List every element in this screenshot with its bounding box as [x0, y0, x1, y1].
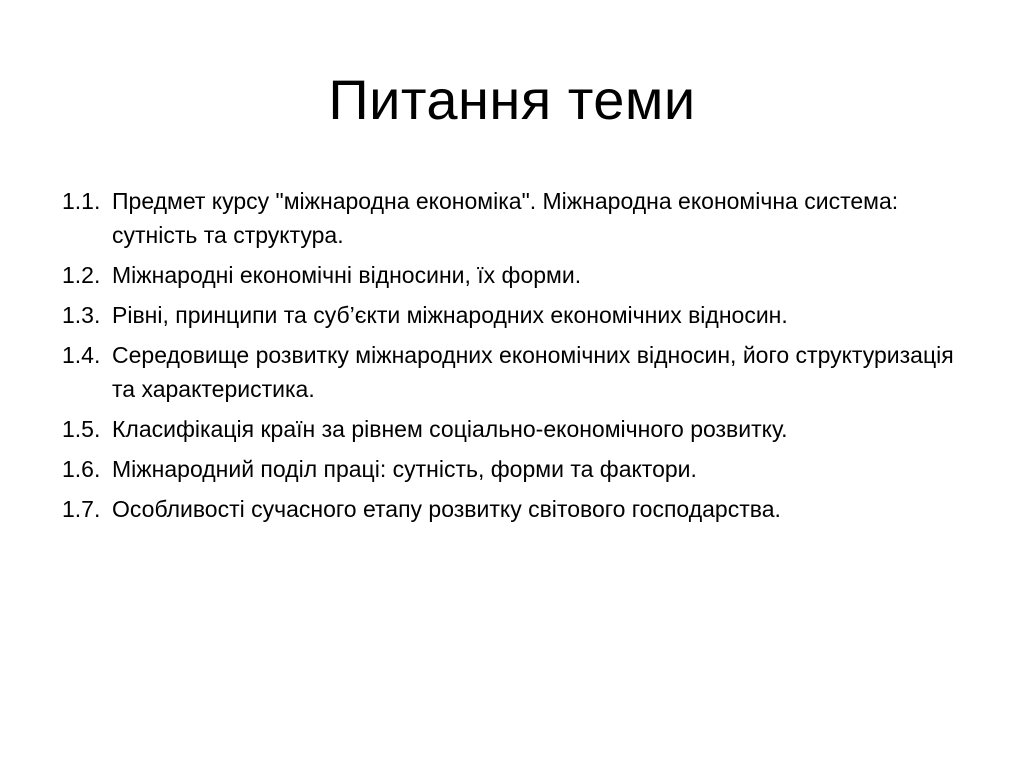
topic-text: Середовище розвитку міжнародних економічних відносин, його структуризація та характеристика.: [112, 342, 954, 402]
topic-text: Рівні, принципи та суб’єкти міжнародних економічних відносин.: [112, 302, 788, 328]
topic-item: [62, 338, 972, 406]
topic-number: 1.1.: [62, 188, 101, 214]
topic-item: [62, 298, 972, 332]
topic-item: [62, 412, 972, 446]
topic-text: Класифікація країн за рівнем соціально-економічного розвитку.: [112, 416, 788, 442]
topic-number: 1.3.: [62, 302, 101, 328]
topic-number: 1.4.: [62, 342, 101, 368]
topic-item: [62, 492, 972, 526]
topic-text: Предмет курсу "міжнародна економіка". Міжнародна економічна система: сутність та структура.: [112, 188, 899, 248]
topic-item: [62, 184, 972, 252]
slide-title: Питання теми: [328, 68, 696, 131]
topic-number: 1.2.: [62, 262, 101, 288]
topic-text: Міжнародні економічні відносини, їх форми.: [112, 262, 582, 288]
topic-text: Особливості сучасного етапу розвитку світового господарства.: [112, 496, 781, 522]
topic-number: 1.5.: [62, 416, 101, 442]
topic-number: 1.7.: [62, 496, 101, 522]
topic-item: [62, 452, 972, 486]
topic-list: [62, 184, 972, 532]
topic-item: [62, 258, 972, 292]
topic-number: 1.6.: [62, 456, 101, 482]
topic-text: Міжнародний поділ праці: сутність, форми та фактори.: [112, 456, 697, 482]
